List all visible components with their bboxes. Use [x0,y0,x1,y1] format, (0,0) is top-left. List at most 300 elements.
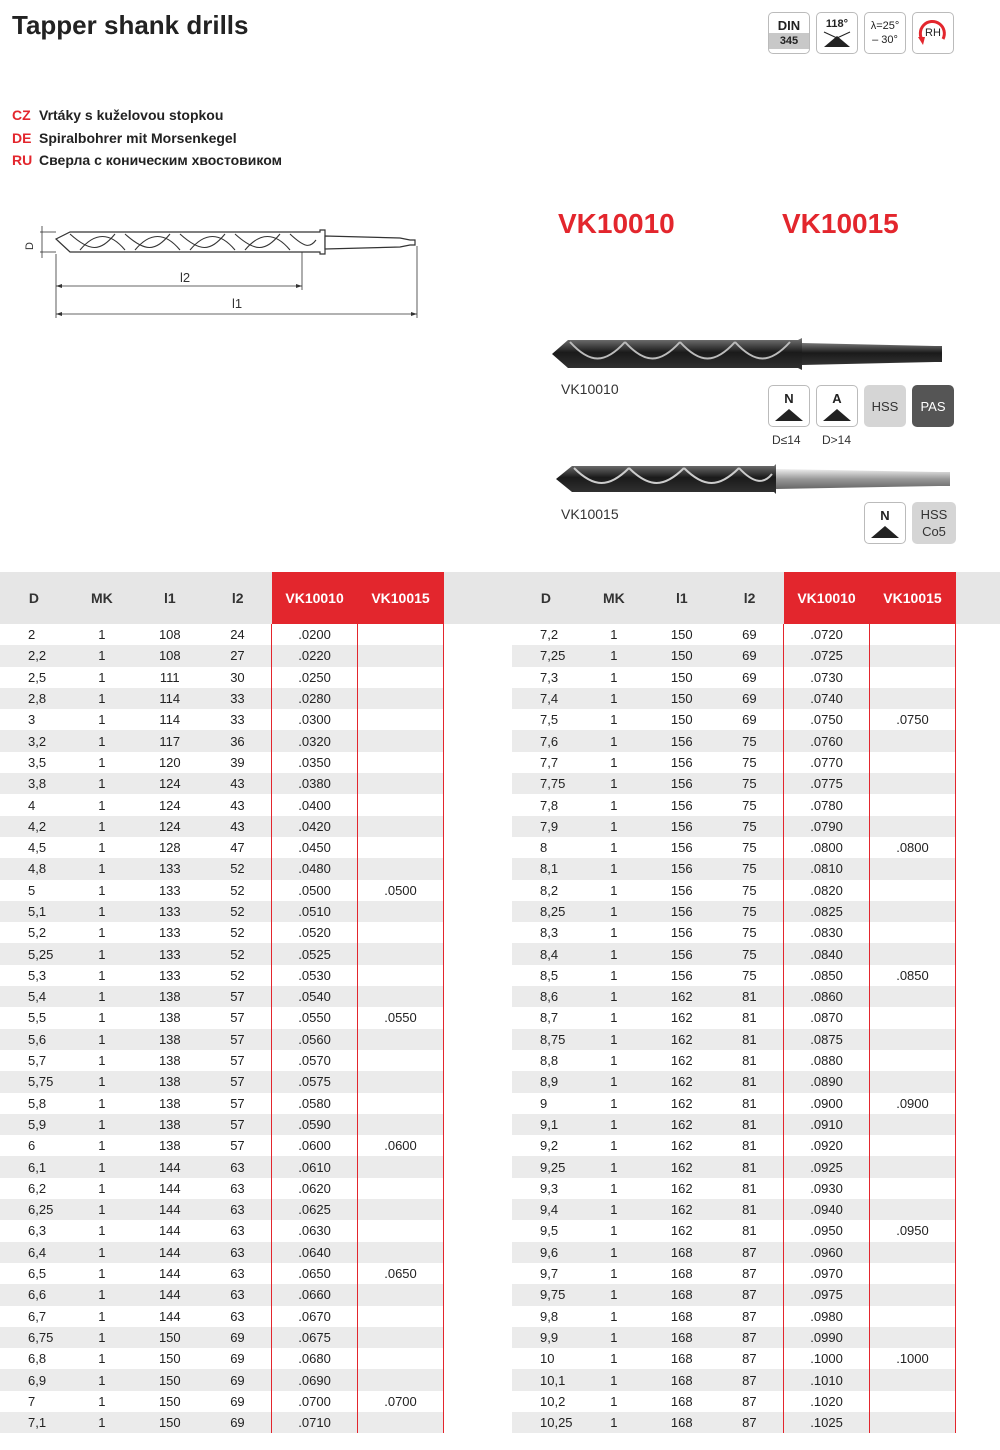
cell-vk10015 [870,645,956,666]
cell-vk10015 [870,1391,956,1412]
cell-vk10010: .0950 [784,1220,870,1241]
din-label: DIN [777,17,801,33]
cell-l2: 69 [742,627,757,643]
cell-l2: 81 [742,1180,757,1196]
cell-mk: 1 [580,1071,648,1092]
cell-vk10015 [870,667,956,688]
cell-mk: 1 [98,1095,106,1111]
table-row [512,943,956,964]
cell-d: 3,8 [0,773,68,794]
cell-vk10010: .0850 [784,965,870,986]
cell-l2: 69 [742,712,757,728]
cell-vk10015 [870,1178,956,1199]
cell-mk: 1 [98,840,106,856]
cell-l1: 162 [670,1095,693,1111]
cell-d: 10,1 [512,1369,580,1390]
cell-vk10015 [870,943,956,964]
cell-vk10015 [870,1199,956,1220]
cell-d: 5,2 [28,925,47,941]
cell-l1: 162 [670,1138,693,1154]
cell-d: 8,7 [540,1010,559,1026]
cell-d: 8,4 [512,943,580,964]
cell-l2: 69 [716,645,784,666]
cell-d: 8,8 [540,1053,559,1069]
cell-l2: 75 [716,943,784,964]
cell-l1: 156 [670,967,693,983]
table-row [0,1050,444,1071]
material-a-badge [816,385,858,427]
cell-vk10010: .0910 [784,1114,870,1135]
cell-d: 7,4 [512,688,580,709]
cell-l1: 150 [670,627,693,643]
cell-l2: 63 [204,1242,272,1263]
cell-vk10010: .0890 [784,1071,870,1092]
cell-vk10015: .0500 [358,880,444,901]
cell-d: 8,25 [512,901,580,922]
table-row [512,880,956,901]
cell-d: 7,5 [540,712,559,728]
cell-vk10015: .0650 [358,1263,444,1284]
cell-l1: 162 [670,1180,693,1196]
cell-vk10010: .0400 [272,794,358,815]
cell-mk: 1 [580,986,648,1007]
cell-d: 8,2 [540,882,559,898]
cell-l1: 138 [136,1114,204,1135]
table-row [0,709,444,730]
cell-vk10015 [870,1306,956,1327]
table-row [512,645,956,666]
cell-l2: 87 [716,1284,784,1305]
cell-l1: 144 [158,1308,181,1324]
cell-l2: 33 [204,688,272,709]
cell-vk10010: .0670 [272,1306,358,1327]
cell-d: 8,1 [512,858,580,879]
cell-mk: 1 [580,1199,648,1220]
cell-vk10015: .1000 [870,1348,956,1369]
cell-l1: 150 [648,688,716,709]
cell-l1: 150 [670,712,693,728]
cell-l1: 114 [136,688,204,709]
cell-d: 9,3 [540,1180,559,1196]
cell-vk10015 [358,965,444,986]
cell-l2: 33 [230,712,245,728]
material-n-badge-2 [864,502,906,544]
header-gap [444,572,512,624]
table-row [512,688,956,709]
cell-vk10015 [870,624,956,645]
cell-l2: 43 [204,816,272,837]
table-row [0,752,444,773]
dim-l1-label: l1 [232,296,243,311]
cell-vk10015 [870,1114,956,1135]
cell-mk: 1 [580,901,648,922]
cell-l1: 168 [648,1284,716,1305]
cell-vk10010: .0780 [784,794,870,815]
cell-d: 6,4 [0,1242,68,1263]
cell-d: 6,3 [28,1223,47,1239]
table-row [0,624,444,645]
cell-mk: 1 [610,1393,618,1409]
cell-d: 10 [540,1351,555,1367]
cell-d: 6,5 [28,1266,47,1282]
cell-l2: 75 [742,925,757,941]
table-row [512,624,956,645]
table-row [0,922,444,943]
cell-vk10015 [358,1114,444,1135]
cell-l1: 111 [159,669,180,685]
cell-d: 5,1 [0,901,68,922]
point-angle-badge [816,12,858,54]
cell-l1: 168 [648,1242,716,1263]
cell-vk10010: .1010 [784,1369,870,1390]
dim-l2-label: l2 [180,270,191,285]
cell-vk10015 [870,794,956,815]
cell-vk10010: .0250 [272,667,358,688]
cell-d: 7,3 [540,669,559,685]
cell-vk10010: .0880 [784,1050,870,1071]
cell-d: 5,6 [0,1029,68,1050]
cell-d: 3,2 [0,730,68,751]
helix-angle-badge [864,12,906,54]
cell-l1: 144 [158,1223,181,1239]
cell-vk10015 [870,773,956,794]
table-row [0,1029,444,1050]
cell-vk10010: .0920 [784,1135,870,1156]
cell-l2: 47 [230,840,245,856]
cell-d: 5,5 [28,1010,47,1026]
table-row [0,880,444,901]
cell-vk10015 [358,1412,444,1433]
cell-d: 4 [28,797,36,813]
cell-mk: 1 [98,1053,106,1069]
col-header-vk10010: VK10010 [784,572,870,624]
cell-mk: 1 [68,1199,136,1220]
din-badge [768,12,810,54]
cell-l1: 124 [136,816,204,837]
cell-mk: 1 [580,1029,648,1050]
cell-l2: 75 [742,840,757,856]
cell-l2: 63 [230,1266,245,1282]
cell-l2: 69 [230,1393,245,1409]
cell-l1: 156 [670,925,693,941]
cell-l2: 69 [716,688,784,709]
cell-l2: 81 [742,1010,757,1026]
cell-vk10010: .0590 [272,1114,358,1135]
cell-vk10015 [358,1178,444,1199]
cell-l1: 150 [136,1327,204,1348]
table-row [512,1050,956,1071]
cell-vk10010: .0860 [784,986,870,1007]
cell-d: 5,3 [28,967,47,983]
cell-l2: 52 [230,967,245,983]
cell-l1: 156 [648,858,716,879]
cell-vk10015 [870,922,956,943]
cell-d: 2,8 [0,688,68,709]
cell-l1: 133 [158,882,181,898]
cell-vk10015: .0900 [870,1093,956,1114]
cell-vk10015 [870,816,956,837]
table-row [512,1199,956,1220]
cell-mk: 1 [98,1138,106,1154]
table-row [512,922,956,943]
cell-mk: 1 [580,773,648,794]
point-angle-icon [822,30,852,48]
cell-l1: 144 [136,1156,204,1177]
cell-l1: 168 [670,1393,693,1409]
cell-vk10015 [358,794,444,815]
cell-l1: 168 [670,1351,693,1367]
size-table-left [0,572,444,1433]
cell-mk: 1 [580,1284,648,1305]
cell-vk10010: .0830 [784,922,870,943]
cell-vk10015: .0600 [358,1135,444,1156]
cell-d: 2 [28,627,36,643]
cell-vk10015 [358,645,444,666]
cell-l2: 63 [204,1156,272,1177]
cell-l2: 81 [716,1071,784,1092]
table-row [512,709,956,730]
cell-mk: 1 [68,901,136,922]
cell-l1: 156 [670,840,693,856]
cell-l2: 43 [230,797,245,813]
cell-l2: 57 [230,1053,245,1069]
language-item-de: DE Spiralbohrer mit Morsenkegel [12,129,237,146]
cell-vk10015 [358,1327,444,1348]
cell-l1: 168 [670,1266,693,1282]
cell-l1: 138 [136,986,204,1007]
cell-d: 8 [540,840,548,856]
rotation-label: RH [925,27,941,39]
cell-l1: 133 [136,943,204,964]
cell-vk10015 [358,709,444,730]
cell-l1: 156 [670,754,693,770]
table-row [0,1391,444,1412]
table-row [512,986,956,1007]
cell-mk: 1 [98,712,106,728]
cell-mk: 1 [580,1156,648,1177]
drill-caption-vk10010: VK10010 [561,381,619,397]
cell-d: 6,8 [28,1351,47,1367]
cell-vk10015 [358,901,444,922]
table-row [512,1178,956,1199]
table-row [512,858,956,879]
cell-vk10010: .0220 [272,645,358,666]
cell-l1: 120 [158,754,181,770]
cell-l2: 69 [204,1369,272,1390]
cell-l2: 87 [742,1393,757,1409]
cell-l2: 87 [716,1327,784,1348]
cell-mk: 1 [610,754,618,770]
cell-l2: 75 [716,816,784,837]
cell-l1: 138 [136,1071,204,1092]
cell-l2: 52 [230,882,245,898]
table-row [0,1412,444,1433]
cell-l2: 63 [204,1284,272,1305]
table-row [512,773,956,794]
col-header-l2: l2 [204,572,272,624]
cell-l1: 108 [158,627,181,643]
cell-vk10010: .0350 [272,752,358,773]
cell-l2: 69 [204,1412,272,1433]
cell-d: 5,8 [28,1095,47,1111]
table-row [0,1114,444,1135]
col-header-mk: MK [68,572,136,624]
table-row [512,816,956,837]
cell-l1: 162 [648,1199,716,1220]
cell-mk: 1 [610,967,618,983]
table-row [512,1007,956,1028]
cell-vk10010: .0925 [784,1156,870,1177]
cell-l2: 57 [230,1010,245,1026]
cell-mk: 1 [98,1308,106,1324]
cell-d: 7,25 [512,645,580,666]
cell-d: 5,9 [0,1114,68,1135]
cell-vk10015 [870,730,956,751]
cell-vk10015 [870,1071,956,1092]
table-row [512,667,956,688]
cell-d: 5,7 [28,1053,47,1069]
cell-mk: 1 [68,1071,136,1092]
cell-vk10010: .0540 [272,986,358,1007]
table-row [0,1093,444,1114]
helix-angle-line1: λ=25° [870,20,900,32]
cell-vk10015 [870,752,956,773]
cell-vk10015 [870,880,956,901]
cell-vk10015 [358,752,444,773]
cell-mk: 1 [98,925,106,941]
cell-vk10015 [870,901,956,922]
table-row [512,752,956,773]
table-row [512,1071,956,1092]
drill-image-vk10010 [550,334,955,374]
cell-d: 9,7 [540,1266,559,1282]
table-row [512,1284,956,1305]
cell-d: 2,2 [0,645,68,666]
cell-l1: 156 [648,773,716,794]
cell-l2: 75 [716,730,784,751]
cell-mk: 1 [98,754,106,770]
cell-l2: 81 [742,1223,757,1239]
cell-vk10015 [358,1199,444,1220]
cell-l1: 150 [158,1351,181,1367]
cell-l2: 52 [204,943,272,964]
cell-d: 5,75 [0,1071,68,1092]
cell-vk10010: .0760 [784,730,870,751]
cell-mk: 1 [98,1393,106,1409]
cell-l2: 27 [204,645,272,666]
table-row [512,730,956,751]
size-table-right [512,572,956,1433]
cell-l1: 133 [136,901,204,922]
table-row [512,837,956,858]
cell-l2: 57 [230,1138,245,1154]
material-n-caption: D≤14 [772,433,801,447]
cell-l1: 162 [648,1029,716,1050]
cell-vk10015 [358,1050,444,1071]
cell-vk10010: .0450 [272,837,358,858]
cell-mk: 1 [98,1266,106,1282]
cell-vk10010: .0380 [272,773,358,794]
cell-l2: 36 [204,730,272,751]
cell-mk: 1 [68,1412,136,1433]
cell-vk10010: .0700 [272,1391,358,1412]
cell-vk10010: .0640 [272,1242,358,1263]
cell-vk10015 [870,1029,956,1050]
cell-d: 10,2 [540,1393,566,1409]
cell-l2: 30 [230,669,245,685]
cell-vk10015 [358,1242,444,1263]
table-row [0,1348,444,1369]
cell-d: 7,8 [540,797,559,813]
cell-l1: 156 [648,730,716,751]
cell-l2: 87 [716,1242,784,1263]
cell-mk: 1 [98,1180,106,1196]
cell-l1: 144 [158,1180,181,1196]
cell-l2: 87 [716,1369,784,1390]
table-row [512,1242,956,1263]
table-row [0,1284,444,1305]
cell-vk10015 [870,1242,956,1263]
tool-type-n-icon [868,506,902,540]
cell-vk10010: .0550 [272,1007,358,1028]
cell-l1: 162 [648,986,716,1007]
cell-mk: 1 [580,858,648,879]
cell-l1: 168 [648,1327,716,1348]
cell-vk10015 [870,688,956,709]
cell-mk: 1 [610,1095,618,1111]
drill-caption-vk10015: VK10015 [561,506,619,522]
cell-d: 4,2 [0,816,68,837]
cell-d: 6,1 [0,1156,68,1177]
cell-d: 7,2 [540,627,559,643]
cell-vk10010: .0790 [784,816,870,837]
cell-mk: 1 [580,1412,648,1433]
cell-l2: 75 [716,858,784,879]
table-row [512,1114,956,1135]
cell-l1: 162 [670,1010,693,1026]
cell-l2: 81 [742,1095,757,1111]
cell-d: 6,75 [0,1327,68,1348]
cell-vk10015 [358,688,444,709]
cell-vk10015 [358,667,444,688]
table-row [0,837,444,858]
cell-vk10015 [870,1263,956,1284]
table-row [0,1242,444,1263]
code-heading-vk10010: VK10010 [558,208,675,239]
cell-mk: 1 [68,816,136,837]
col-header-mk: MK [580,572,648,624]
cell-l1: 138 [158,1053,181,1069]
cell-d: 8,5 [540,967,559,983]
cell-vk10015: .0800 [870,837,956,858]
cell-vk10010: .0510 [272,901,358,922]
cell-d: 9,2 [540,1138,559,1154]
cell-vk10010: .0740 [784,688,870,709]
cell-vk10010: .0725 [784,645,870,666]
cell-vk10010: .0820 [784,880,870,901]
cell-l2: 81 [716,986,784,1007]
cell-vk10010: .0810 [784,858,870,879]
cell-vk10010: .0560 [272,1029,358,1050]
cell-mk: 1 [610,1223,618,1239]
col-header-d: D [512,572,580,624]
table-row [0,1306,444,1327]
cell-vk10015 [358,1348,444,1369]
cell-mk: 1 [98,1351,106,1367]
cell-mk: 1 [98,627,106,643]
language-list [12,104,282,172]
din-number: 345 [769,33,809,49]
